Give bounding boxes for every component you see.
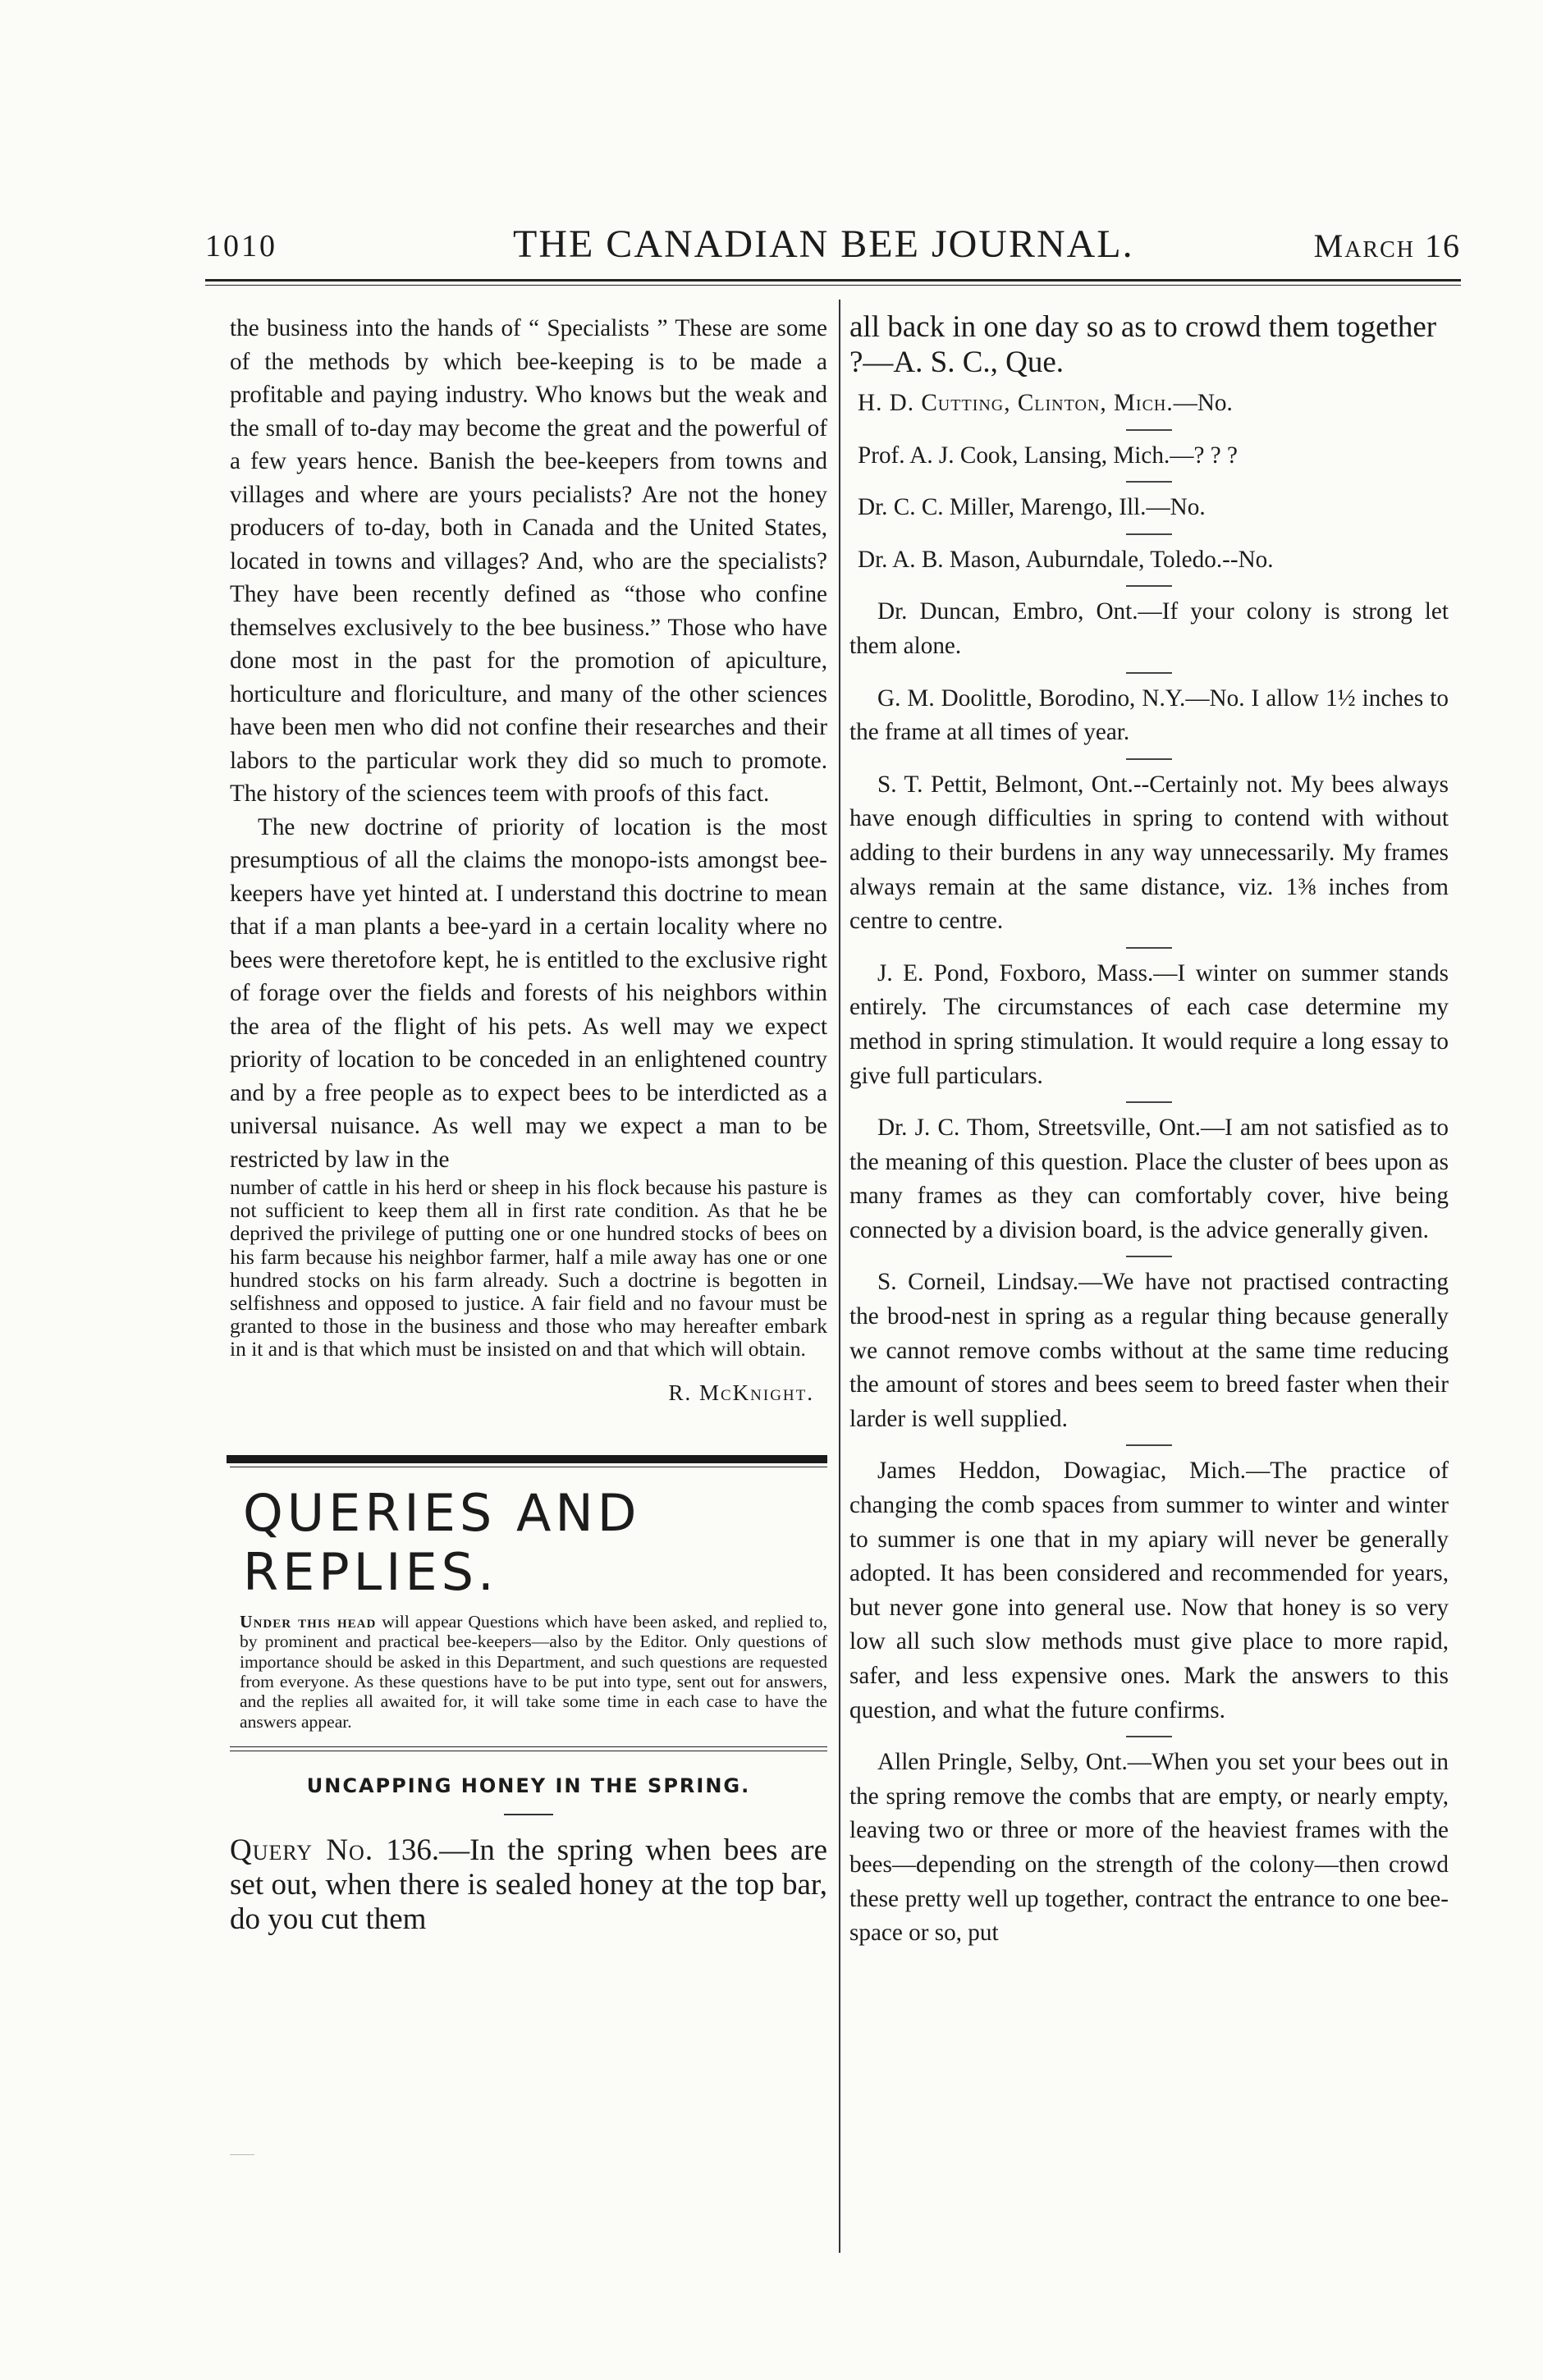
reply-separator: [1126, 672, 1172, 674]
reply: [849, 595, 1449, 663]
reply-author: James Heddon, Dowagiac, Mich.: [877, 1458, 1247, 1485]
author-signature: R. McKnight.: [668, 1380, 814, 1405]
running-header: [205, 222, 1461, 271]
short-rule: [504, 1814, 553, 1815]
reply-separator: [1126, 1101, 1172, 1103]
reply-text: —We have not practised contracting the brood-nest in spring as a regular thing because generally we cannot remove combs without at the same time reducing the amount of stores and bees seem to breed faster when their larder is well supplied.: [849, 1269, 1449, 1432]
reply-separator: [1126, 1736, 1172, 1737]
reply-author: Allen Pringle, Selby, Ont.: [877, 1749, 1128, 1776]
reply: [849, 1454, 1449, 1728]
left-column: [230, 312, 827, 1937]
department-note-text: will appear Questions which have been asked, and replied to, by prominent and practical bee-keepers—also by the Editor. Only questions of importance should be asked in this Department, and such questions are requested from everyone. As these questions have to be put into type, sent out for answers, and the replies all awaited for, it will take some time in each case to have the answers appear.: [240, 1612, 827, 1732]
reply: [849, 1746, 1449, 1951]
right-column: [849, 309, 1449, 1951]
department-note-lead: Under this head: [240, 1612, 377, 1632]
reply-text: —No.: [1146, 494, 1206, 521]
queries-heading: QUERIES AND REPLIES.: [243, 1483, 641, 1603]
header-rule-thin: [205, 285, 1461, 286]
department-note: [240, 1612, 827, 1732]
reply-author: Dr. Duncan, Embro, Ont.: [877, 598, 1138, 625]
reply-text: —I am not satisfied as to the meaning of this question. Place the cluster of bees upon as many frames as they can comfortably cover, hive being connected by a division board, is the advice generally given.: [849, 1114, 1449, 1243]
reply-author: H. D. Cutting, Clinton, Mich.: [858, 390, 1174, 416]
reply-separator: [1126, 758, 1172, 760]
article-paragraph: the business into the hands of “ Specialists ” These are some of the methods by which bee-keeping is to be made a profitable and paying industry. Who knows but the weak and the small of to-day may become the great and the powerful of a few years hence. Banish the bee-keepers from towns and villages and where are yours pecialists? Are not the honey producers of to-day, both in Canada and the United States, located in towns and villages? And, who are the specialists? They have been recently defined as “those who confine themselves exclusively to the bee business.” Those who have done most in the past for the promotion of apiculture, horticulture and floriculture, and many of the other sciences have been men who did not confine their researches and their labors to the particular work they did so much to promote. The history of the sciences teem with proofs of this fact.: [230, 315, 827, 807]
reply-text: —If your colony is strong let them alone.: [849, 598, 1449, 659]
article-paragraph: The new doctrine of priority of location is the most presumptious of all the claims the monopo-ists amongst bee-keepers have yet hinted at. I understand this doctrine to mean that if a man plants a bee-yard in a certain locality where no bees were theretofore kept, he is entitled to the exclusive right of forage over the fields and forests of his neighbors within the area of the flight of his pets. As well may we expect priority of location to be conceded in an enlightened country and by a free people as to expect bees to be interdicted as a universal nuisance. As well may we expect a man to be restricted by law in the: [230, 813, 827, 1173]
column-divider: [839, 300, 840, 2253]
reply-text: --No.: [1222, 546, 1274, 573]
reply-separator: [1126, 1256, 1172, 1257]
query-text: [230, 1833, 827, 1937]
reply-separator: [1126, 1444, 1172, 1446]
reply-separator: [1126, 585, 1172, 587]
section-rule-thick: [227, 1455, 827, 1463]
reply-author: Prof. A. J. Cook, Lansing, Mich.: [858, 442, 1170, 469]
journal-title: THE CANADIAN BEE JOURNAL.: [513, 222, 1134, 266]
reply-separator: [1126, 533, 1172, 535]
query-body: 136.—In the spring when bees are set out, when there is sealed honey at the top bar, do you cut them: [230, 1833, 827, 1937]
reply-author: Dr. C. C. Miller, Marengo, Ill.: [858, 494, 1147, 521]
reply: [849, 491, 1449, 525]
reply-text: —When you set your bees out in the spring remove the combs that are empty, or nearly empty, leaving two or three or more of the heaviest frames with the bees—depending on the strength of the colony—then crowd these pretty well up together, contract the entrance to one bee-space or so, put: [849, 1749, 1449, 1947]
reply-text: —No.: [1173, 390, 1233, 416]
reply: [849, 387, 1449, 421]
reply-author: S. Corneil, Lindsay.: [877, 1269, 1079, 1296]
reply-text: —No. I allow 1½ inches to the frame at all times of year.: [849, 684, 1449, 746]
reply-author: Dr. A. B. Mason, Auburndale, Toledo.: [858, 546, 1223, 573]
header-rule: [205, 279, 1461, 281]
query-continuation: all back in one day so as to crowd them together ?—A. S. C., Que.: [849, 310, 1437, 379]
reply-separator: [1126, 429, 1172, 431]
margin-mark: [230, 2154, 254, 2155]
reply-text: —I winter on summer stands entirely. The circumstances of each case determine my method in spring stimulation. It would require a long essay to give full particulars.: [849, 959, 1449, 1089]
double-rule: [230, 1746, 827, 1751]
reply-separator: [1126, 947, 1172, 949]
reply: [849, 768, 1449, 939]
reply: [849, 439, 1449, 474]
page-number: 1010: [205, 229, 277, 263]
reply-text: —The practice of changing the comb spaces from summer to winter and winter to summer is one that in my apiary will never be generally adopted. It has been considered and recommended for years, but never gone into general use. Now that honey is so very low all such slow methods must give place to more rapid, safer, and less expensive ones. Mark the answers to this question, and what the future confirms.: [849, 1458, 1449, 1723]
reply-author: G. M. Doolittle, Borodino, N.Y.: [877, 684, 1186, 712]
reply: [849, 957, 1449, 1093]
reply-separator: [1126, 481, 1172, 483]
reply-author: J. E. Pond, Foxboro, Mass.: [877, 959, 1154, 986]
reply-author: Dr. J. C. Thom, Streetsville, Ont.: [877, 1114, 1201, 1142]
reply: [849, 1111, 1449, 1247]
reply-text: —? ? ?: [1170, 442, 1238, 469]
reply-text: --Certainly not. My bees always have enough difficulties in spring to contend with without adding to their burdens in any way unnecessarily. My frames always remain at the same distance, viz. 1⅜ inches from centre to centre.: [849, 771, 1449, 935]
reply: [849, 543, 1449, 578]
query-section-heading: UNCAPPING HONEY IN THE SPRING.: [306, 1774, 751, 1797]
issue-date: March 16: [1313, 227, 1461, 264]
reply: [849, 1266, 1449, 1436]
reply: [849, 682, 1449, 750]
reply-author: S. T. Pettit, Belmont, Ont.: [877, 771, 1133, 798]
article-paragraph-small: number of cattle in his herd or sheep in his flock because his pasture is not sufficient to keep them all in first rate condition. As that he be deprived the privilege of putting one or one hundred stocks of bees on his farm because his neighbor farmer, half a mile away has one or one hundred stocks on his farm already. Such a doctrine is begotten in selfishness and opposed to justice. A fair field and no favour must be granted to those in the business and those who may hereafter embark in it and is that which must be insisted on and that which will obtain.: [230, 1175, 827, 1362]
query-label: Query No.: [230, 1833, 374, 1868]
